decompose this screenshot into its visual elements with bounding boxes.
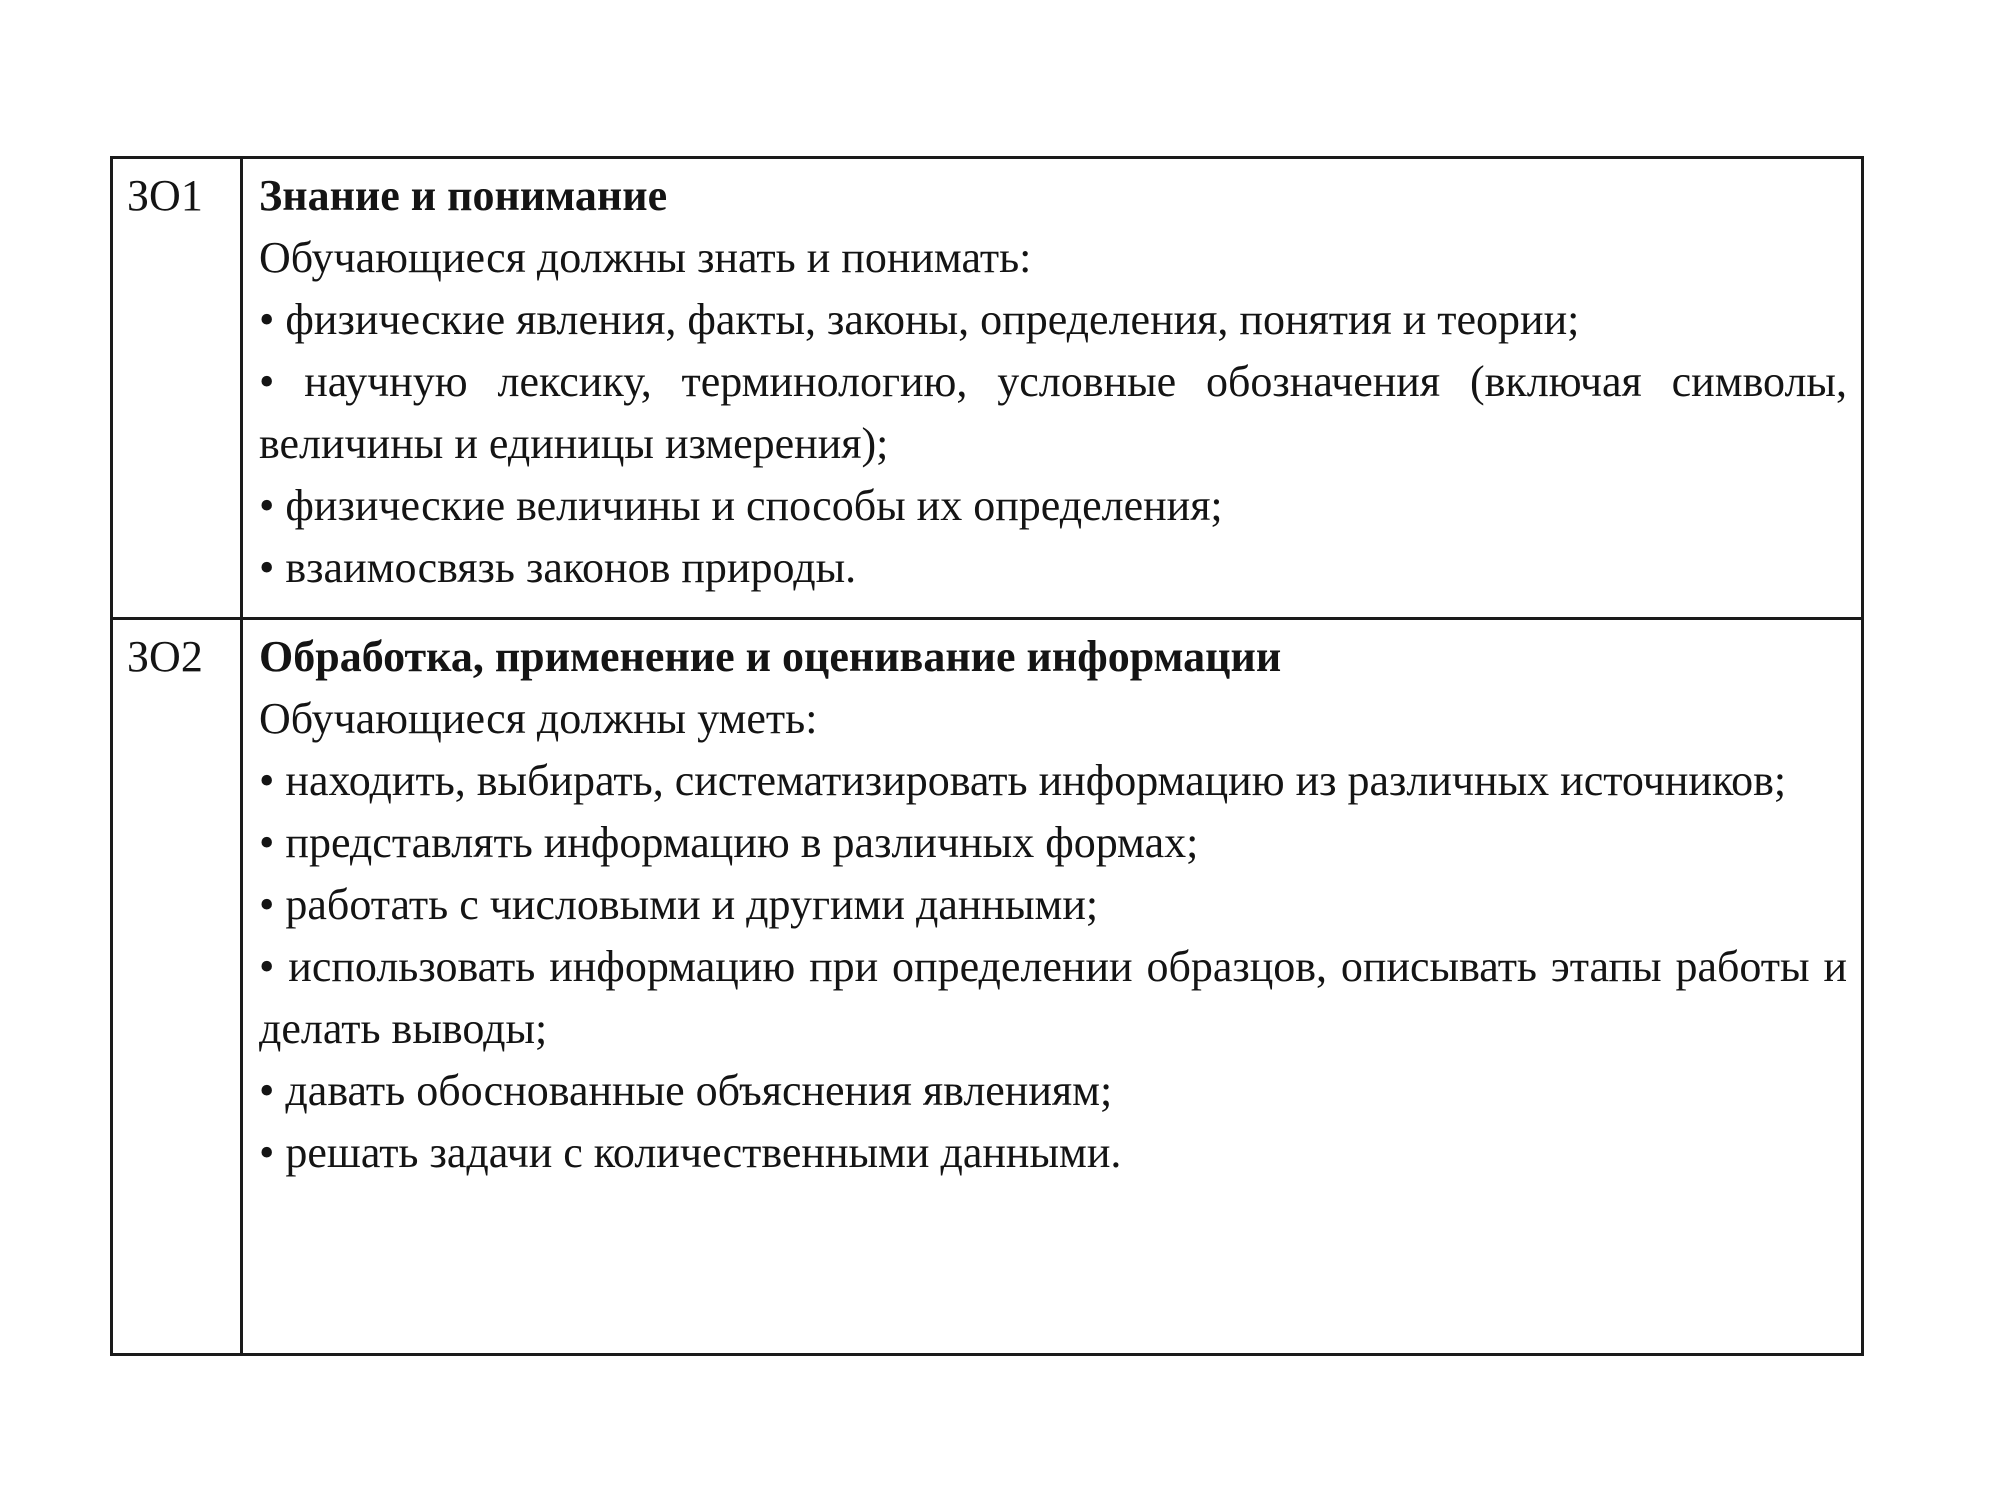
list-item: • работать с числовыми и другими данными; — [259, 880, 1099, 929]
objective-heading: Обработка, применение и оценивание информации — [259, 632, 1282, 681]
list-item: • решать задачи с количественными данными. — [259, 1128, 1122, 1177]
objective-code-cell — [112, 619, 242, 1355]
objective-row-zo1 — [112, 158, 1863, 619]
objective-intro: Обучающиеся должны уметь: — [259, 694, 818, 743]
list-item: • физические явления, факты, законы, определения, понятия и теории; — [259, 295, 1580, 344]
objective-content-cell — [242, 619, 1863, 1355]
objective-heading: Знание и понимание — [259, 171, 668, 220]
list-item: • давать обоснованные объяснения явлениям; — [259, 1066, 1113, 1115]
objective-row-zo2 — [112, 619, 1863, 1355]
list-item: • находить, выбирать, систематизировать информацию из различных источников; — [259, 756, 1787, 805]
objective-bullet-list — [259, 289, 1847, 599]
list-item: • физические величины и способы их определения; — [259, 481, 1223, 530]
objective-code: ЗО1 — [127, 171, 203, 220]
objective-code-cell — [112, 158, 242, 619]
objective-code: ЗО2 — [127, 632, 203, 681]
list-item: • представлять информацию в различных формах; — [259, 818, 1199, 867]
list-item: • взаимосвязь законов природы. — [259, 543, 857, 592]
objective-content-cell — [242, 158, 1863, 619]
objective-bullet-list — [259, 750, 1847, 1184]
objective-intro: Обучающиеся должны знать и понимать: — [259, 233, 1032, 282]
list-item: • научную лексику, терминологию, условные обозначения (включая символы, величины и единицы измерения); — [259, 357, 1847, 468]
list-item: • использовать информацию при определении образцов, описывать этапы работы и делать выводы; — [259, 942, 1847, 1053]
objectives-table — [110, 156, 1864, 1356]
